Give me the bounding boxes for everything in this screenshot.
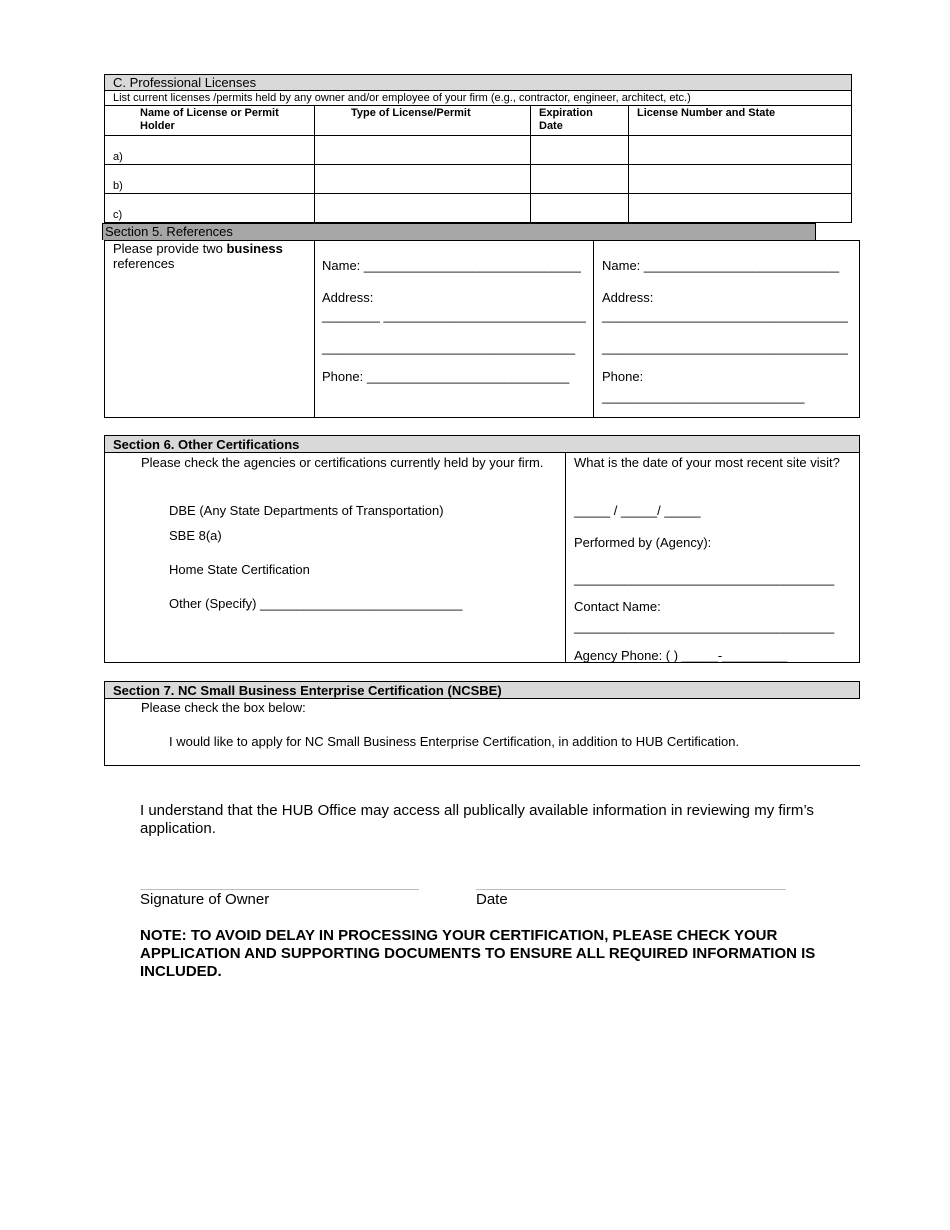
agency-phone-field[interactable]: Agency Phone: ( ) _____-_________ bbox=[574, 648, 788, 663]
license-a-expiration-field[interactable] bbox=[531, 136, 628, 164]
col-header-type: Type of License/Permit bbox=[351, 107, 471, 119]
ref1-address-line2[interactable]: ___________________________________ bbox=[322, 340, 576, 355]
license-b-number-field[interactable] bbox=[629, 165, 851, 193]
col-header-license-number: License Number and State bbox=[637, 107, 776, 119]
contact-name-label: Contact Name: bbox=[574, 599, 661, 614]
references-prompt-bold: business bbox=[226, 241, 283, 256]
date-signature-line[interactable] bbox=[476, 889, 786, 890]
cert-option-sbe[interactable]: SBE 8(a) bbox=[169, 528, 222, 543]
licenses-header-text: C. Professional Licenses bbox=[113, 75, 257, 90]
license-b-expiration-field[interactable] bbox=[531, 165, 628, 193]
licenses-instr-divider bbox=[104, 105, 852, 106]
cert-option-dbe[interactable]: DBE (Any State Departments of Transportation) bbox=[169, 503, 444, 518]
certifications-instructions: Please check the agencies or certifications currently held by your firm. bbox=[141, 455, 544, 470]
ref1-address-label: Address: bbox=[322, 290, 374, 305]
ncsbe-option[interactable]: I would like to apply for NC Small Business Enterprise Certification, in addition to HUB Certification. bbox=[169, 734, 740, 749]
ref2-address-label: Address: bbox=[602, 290, 654, 305]
ncsbe-instructions: Please check the box below: bbox=[141, 700, 306, 715]
contact-name-field[interactable]: ____________________________________ bbox=[574, 619, 835, 634]
owner-signature-label: Signature of Owner bbox=[140, 891, 270, 908]
performed-by-field[interactable]: ____________________________________ bbox=[574, 571, 835, 586]
license-c-expiration-field[interactable] bbox=[531, 194, 628, 222]
license-row-b-label: b) bbox=[113, 180, 123, 192]
licenses-instructions: List current licenses /permits held by any owner and/or employee of your firm (e.g., contractor, engineer, architect, etc.) bbox=[113, 92, 691, 104]
col-header-expiration: Expiration Date bbox=[539, 107, 593, 132]
ref2-address-line1[interactable]: __________________________________ bbox=[602, 308, 848, 323]
site-visit-date-field[interactable]: _____ / _____/ _____ bbox=[574, 503, 701, 518]
license-row-a-label: a) bbox=[113, 151, 123, 163]
section5-header-end bbox=[815, 223, 816, 240]
performed-by-label: Performed by (Agency): bbox=[574, 535, 712, 550]
ref2-phone-field[interactable]: ____________________________ bbox=[602, 389, 805, 404]
references-prompt bbox=[113, 241, 308, 271]
license-c-number-field[interactable] bbox=[629, 194, 851, 222]
section7-header bbox=[104, 681, 860, 699]
references-prompt-suffix: references bbox=[113, 256, 175, 271]
license-a-number-field[interactable] bbox=[629, 136, 851, 164]
licenses-header bbox=[104, 74, 852, 91]
ref1-name-field[interactable]: Name: ______________________________ bbox=[322, 258, 581, 273]
license-a-type-field[interactable] bbox=[315, 136, 530, 164]
section7-header-text: Section 7. NC Small Business Enterprise Certification (NCSBE) bbox=[113, 683, 502, 698]
references-prompt-prefix: Please provide two bbox=[113, 241, 227, 256]
cert-option-other[interactable]: Other (Specify) ____________________________ bbox=[169, 596, 463, 611]
owner-signature-line[interactable] bbox=[140, 889, 419, 890]
references-col-divider bbox=[314, 240, 315, 418]
license-row-c-label: c) bbox=[113, 209, 123, 221]
cert-option-home-state[interactable]: Home State Certification bbox=[169, 562, 310, 577]
ref2-name-field[interactable]: Name: ___________________________ bbox=[602, 258, 840, 273]
section6-header-text: Section 6. Other Certifications bbox=[113, 437, 300, 452]
ref2-phone-label: Phone: bbox=[602, 369, 644, 384]
ref1-phone-field[interactable]: Phone: ____________________________ bbox=[322, 369, 570, 384]
processing-note: NOTE: TO AVOID DELAY IN PROCESSING YOUR CERTIFICATION, PLEASE CHECK YOUR APPLICATION AND SUPPORTING DOCUMENTS TO ENSURE ALL REQUIRED INFORMATION IS INCLUDED. bbox=[140, 927, 816, 980]
license-b-type-field[interactable] bbox=[315, 165, 530, 193]
references-col-divider bbox=[593, 240, 594, 418]
ref1-address-line1[interactable]: ________ ____________________________ bbox=[322, 308, 586, 323]
acknowledgement-text: I understand that the HUB Office may access all publically available information in reviewing my firm’s application. bbox=[140, 802, 814, 837]
site-visit-question: What is the date of your most recent site visit? bbox=[574, 455, 840, 470]
section6-header bbox=[104, 435, 860, 453]
date-signature-label: Date bbox=[476, 891, 508, 908]
certifications-col-divider bbox=[565, 452, 566, 663]
ref2-address-line2[interactable]: __________________________________ bbox=[602, 340, 848, 355]
section5-header bbox=[102, 223, 816, 240]
section5-header-text: Section 5. References bbox=[105, 224, 233, 239]
license-c-type-field[interactable] bbox=[315, 194, 530, 222]
col-header-holder: Name of License or Permit Holder bbox=[140, 107, 279, 132]
